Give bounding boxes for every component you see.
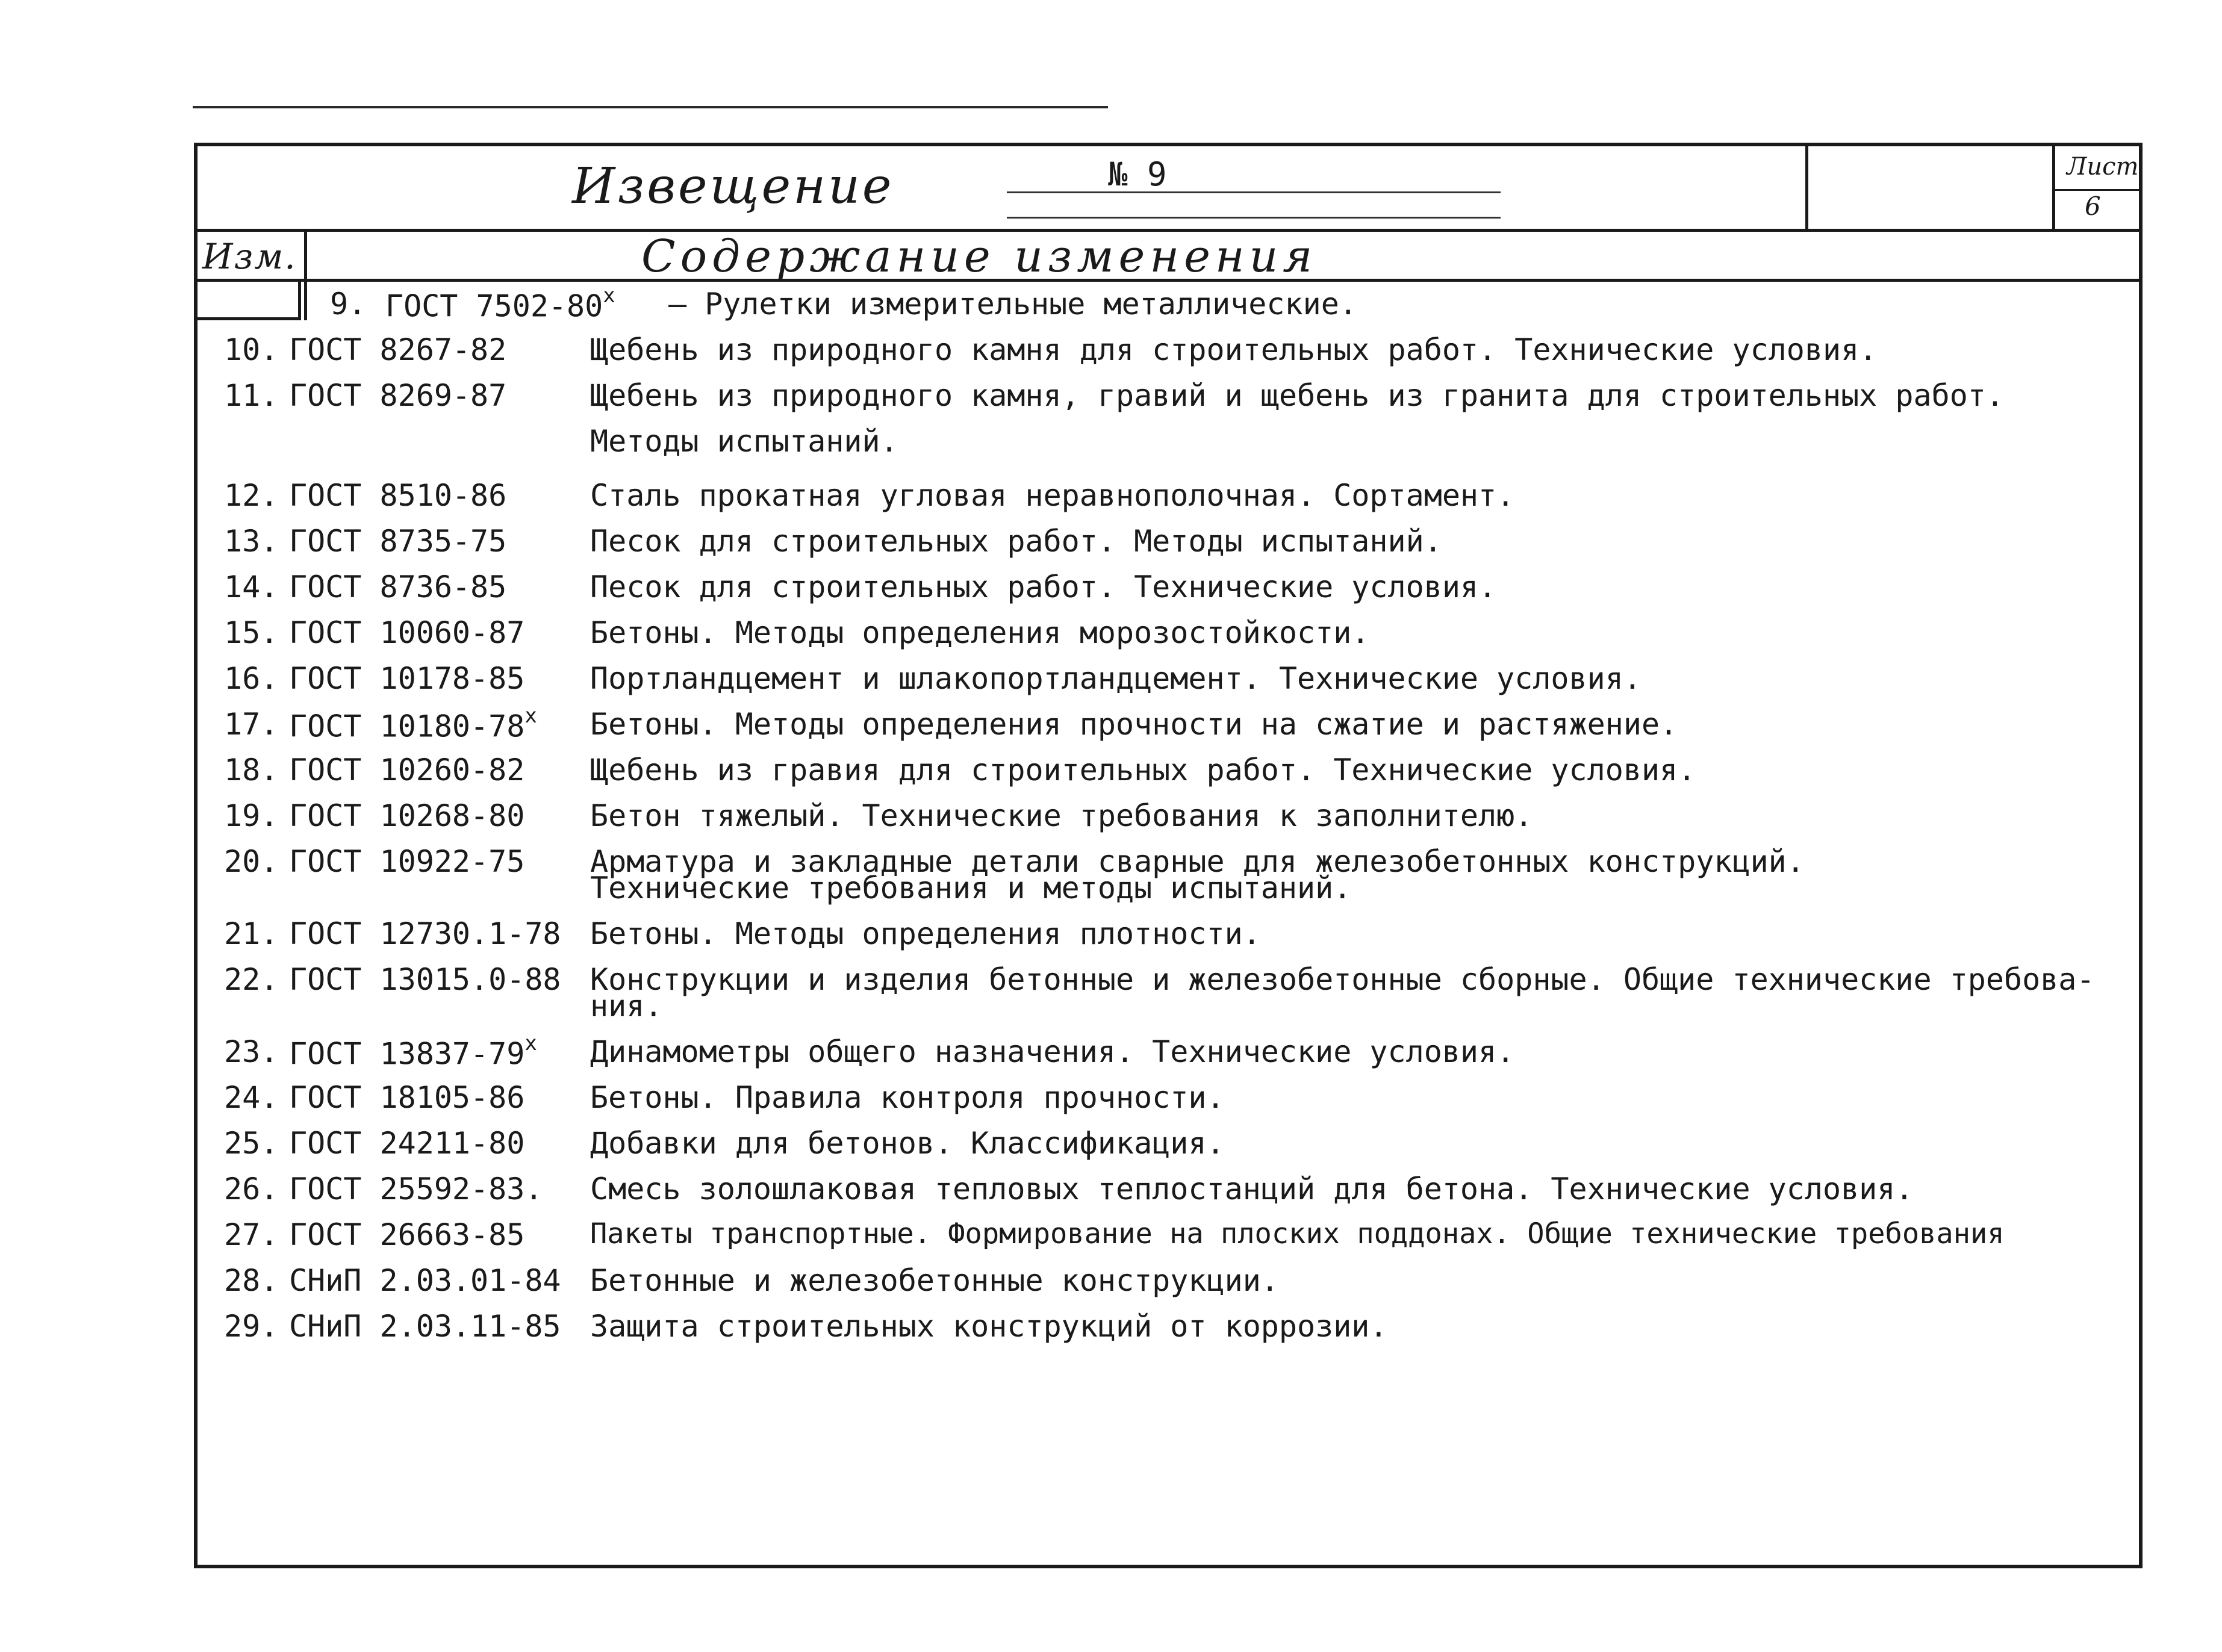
standard-title: Смесь золошлаковая тепловых теплостанций для бетона. Технические условия. xyxy=(590,1172,1914,1206)
standard-title-continued: Методы испытаний. xyxy=(590,424,898,459)
notice-number-line-bottom xyxy=(1007,217,1501,219)
item-number: 9. xyxy=(330,287,367,321)
item-number: 11. xyxy=(224,378,279,413)
izm-column-divider xyxy=(304,230,307,320)
standard-code-text: ГОСТ 24211-80 xyxy=(289,1126,525,1161)
standard-code-superscript: x xyxy=(524,704,537,728)
izm-cell xyxy=(194,282,301,320)
standard-code-text: СНиП 2.03.01-84 xyxy=(289,1263,561,1298)
standard-code xyxy=(289,332,507,367)
standard-title: Конструкции и изделия бетонные и железобетонные сборные. Общие технические требова- xyxy=(590,962,2095,997)
item-number: 29. xyxy=(224,1309,279,1344)
standard-title: Добавки для бетонов. Классификация. xyxy=(590,1126,1225,1161)
standard-code-text: ГОСТ 10260-82 xyxy=(289,753,525,787)
standard-code xyxy=(289,1217,525,1252)
standard-title: Бетоны. Методы определения морозостойкости. xyxy=(590,615,1370,650)
item-number: 13. xyxy=(224,524,279,559)
standard-code xyxy=(289,1309,561,1344)
notice-title: Извещение xyxy=(572,158,894,215)
standard-code-text: ГОСТ 13837-79 xyxy=(289,1036,525,1072)
standard-title: Щебень из гравия для строительных работ. Технические условия. xyxy=(590,753,1696,787)
item-number: 10. xyxy=(224,332,279,367)
standard-title: Защита строительных конструкций от коррозии. xyxy=(590,1309,1388,1344)
item-number: 14. xyxy=(224,570,279,604)
standard-title: – Рулетки измерительные металлические. xyxy=(668,287,1357,321)
standard-title: Песок для строительных работ. Методы испытаний. xyxy=(590,524,1442,559)
standard-code-text: ГОСТ 8736-85 xyxy=(289,570,507,604)
sheet-value: 6 xyxy=(2085,191,2101,221)
standard-code xyxy=(289,524,507,559)
standard-title: Бетонные и железобетонные конструкции. xyxy=(590,1263,1279,1298)
item-number: 17. xyxy=(224,707,279,742)
item-number: 28. xyxy=(224,1263,279,1298)
standard-code xyxy=(289,1082,524,1113)
standard-code xyxy=(289,798,525,833)
standard-code-text: ГОСТ 7502-80 xyxy=(385,288,603,324)
item-number: 18. xyxy=(224,753,279,787)
standard-code-text: ГОСТ 26663-85 xyxy=(289,1217,525,1252)
standard-title: Бетоны. Методы определения плотности. xyxy=(590,916,1261,951)
notice-number: № 9 xyxy=(1108,155,1167,193)
standard-title: Щебень из природного камня для строительных работ. Технические условия. xyxy=(590,332,1878,367)
standard-title: Арматура и закладные детали сварные для железобетонных конструкций. xyxy=(590,844,1805,879)
standard-code-text: ГОСТ 10060-87 xyxy=(289,615,525,650)
item-number: 21. xyxy=(224,916,279,951)
standard-code xyxy=(289,572,506,602)
item-number: 22. xyxy=(224,962,279,997)
standard-code-text: ГОСТ 10268-80 xyxy=(289,798,525,833)
standard-code-text: ГОСТ 8735-75 xyxy=(289,524,507,559)
standard-code-text: ГОСТ 25592-83. xyxy=(289,1172,543,1206)
standard-title: Сталь прокатная угловая неравнополочная. Сортамент. xyxy=(590,478,1515,513)
item-number: 16. xyxy=(224,661,279,696)
standard-title: Песок для строительных работ. Технические условия. xyxy=(590,570,1497,604)
sheet-box-mid-rule xyxy=(2052,189,2143,191)
standard-code-text: ГОСТ 18105-86 xyxy=(289,1080,525,1115)
standard-code xyxy=(289,916,561,951)
item-number: 12. xyxy=(224,478,279,513)
standard-code-text: ГОСТ 10922-75 xyxy=(289,844,525,879)
standard-code xyxy=(289,1126,525,1161)
standard-code xyxy=(289,380,506,411)
standard-code-text: ГОСТ 10178-85 xyxy=(289,661,525,696)
standard-code xyxy=(289,663,524,694)
sheet-box-divider xyxy=(2052,143,2055,230)
standard-code-text: ГОСТ 10180-78 xyxy=(289,709,525,744)
item-number: 26. xyxy=(224,1172,279,1206)
standard-title-continued: ния. xyxy=(590,989,663,1023)
sheet-label: Лист xyxy=(2067,153,2139,181)
standard-title: Динамометры общего назначения. Технические условия. xyxy=(590,1034,1515,1069)
standard-code xyxy=(289,704,537,744)
item-number: 23. xyxy=(224,1034,279,1069)
standard-code xyxy=(289,1174,543,1204)
standard-title: Бетон тяжелый. Технические требования к заполнителю. xyxy=(590,798,1533,833)
item-number: 15. xyxy=(224,615,279,650)
item-number: 27. xyxy=(224,1217,279,1252)
standard-title: Щебень из природного камня, гравий и щебень из гранита для строительных работ. xyxy=(590,378,2004,413)
standard-code-text: ГОСТ 13015.0-88 xyxy=(289,962,561,997)
standard-code xyxy=(289,1265,561,1296)
item-number: 25. xyxy=(224,1126,279,1161)
standard-code-text: ГОСТ 8510-86 xyxy=(289,478,507,513)
item-number: 24. xyxy=(224,1080,279,1115)
standard-title: Портландцемент и шлакопортландцемент. Технические условия. xyxy=(590,661,1642,696)
item-number: 19. xyxy=(224,798,279,833)
standard-code-text: ГОСТ 12730.1-78 xyxy=(289,916,561,951)
standard-code xyxy=(289,480,506,511)
standard-code xyxy=(289,846,524,877)
standard-code xyxy=(289,755,524,785)
notice-number-line-top xyxy=(1007,191,1501,193)
header-divider-right xyxy=(1805,143,1808,230)
standard-code-text: СНиП 2.03.11-85 xyxy=(289,1309,561,1344)
standard-code xyxy=(289,1031,537,1072)
change-column-label: Изм. xyxy=(202,236,297,277)
standard-code xyxy=(289,964,561,995)
standard-title: Пакеты транспортные. Формирование на плоских поддонах. Общие технические требования xyxy=(590,1217,2005,1250)
standard-title-continued: Технические требования и методы испытаний. xyxy=(590,871,1352,905)
standard-title: Бетоны. Правила контроля прочности. xyxy=(590,1080,1225,1115)
standard-code-superscript: x xyxy=(524,1031,537,1055)
item-number: 20. xyxy=(224,844,279,879)
standard-title: Бетоны. Методы определения прочности на сжатие и растяжение. xyxy=(590,707,1678,742)
standard-code-text: ГОСТ 8267-82 xyxy=(289,332,507,367)
standard-code-text: ГОСТ 8269-87 xyxy=(289,378,507,413)
standard-code xyxy=(385,284,615,324)
content-title: Содержание изменения xyxy=(641,231,1318,282)
standard-code-superscript: x xyxy=(603,284,615,308)
standard-code xyxy=(289,615,525,650)
top-rule xyxy=(193,106,1108,108)
